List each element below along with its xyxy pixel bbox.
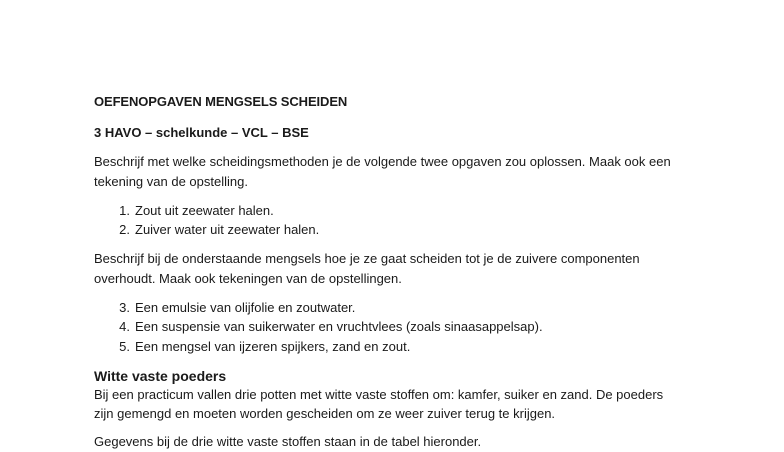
intro2-line2: overhoudt. Maak ook tekeningen van de opstellingen. [94, 271, 402, 286]
list-item-text: Een emulsie van olijfolie en zoutwater. [135, 300, 356, 315]
cut-off-line: Gegevens bij de drie witte vaste stoffen staan in de tabel hieronder. [94, 434, 482, 449]
intro2-line1: Beschrijf bij de onderstaande mengsels hoe je ze gaat scheiden tot je de zuivere componenten [94, 251, 640, 266]
document-subtitle: 3 HAVO – schelkunde – VCL – BSE [94, 125, 309, 140]
list-item-text: Een mengsel van ijzeren spijkers, zand en zout. [135, 339, 411, 354]
list-item-text: Zout uit zeewater halen. [135, 203, 274, 218]
cut-off-line-container [94, 432, 694, 449]
section-line2: zijn gemengd en moeten worden gescheiden om ze weer zuiver terug te krijgen. [94, 406, 556, 421]
document-title: OEFENOPGAVEN MENGSELS SCHEIDEN [94, 94, 348, 109]
list-item-text: Een suspensie van suikerwater en vruchtvlees (zoals sinaasappelsap). [135, 319, 543, 334]
list-item-number: 3. [119, 300, 130, 315]
list-item-number: 2. [119, 222, 130, 237]
section-line1: Bij een practicum vallen drie potten met witte vaste stoffen om: kamfer, suiker en zand. De poeders [94, 387, 664, 402]
intro1-line2: tekening van de opstelling. [94, 174, 248, 189]
section-heading: Witte vaste poeders [94, 368, 227, 384]
intro1-line1: Beschrijf met welke scheidingsmethoden je de volgende twee opgaven zou oplossen. Maak ook een [94, 154, 671, 169]
list-item-number: 5. [119, 339, 130, 354]
list-item-text: Zuiver water uit zeewater halen. [135, 222, 320, 237]
list-item-number: 1. [119, 203, 130, 218]
list-item-number: 4. [119, 319, 130, 334]
